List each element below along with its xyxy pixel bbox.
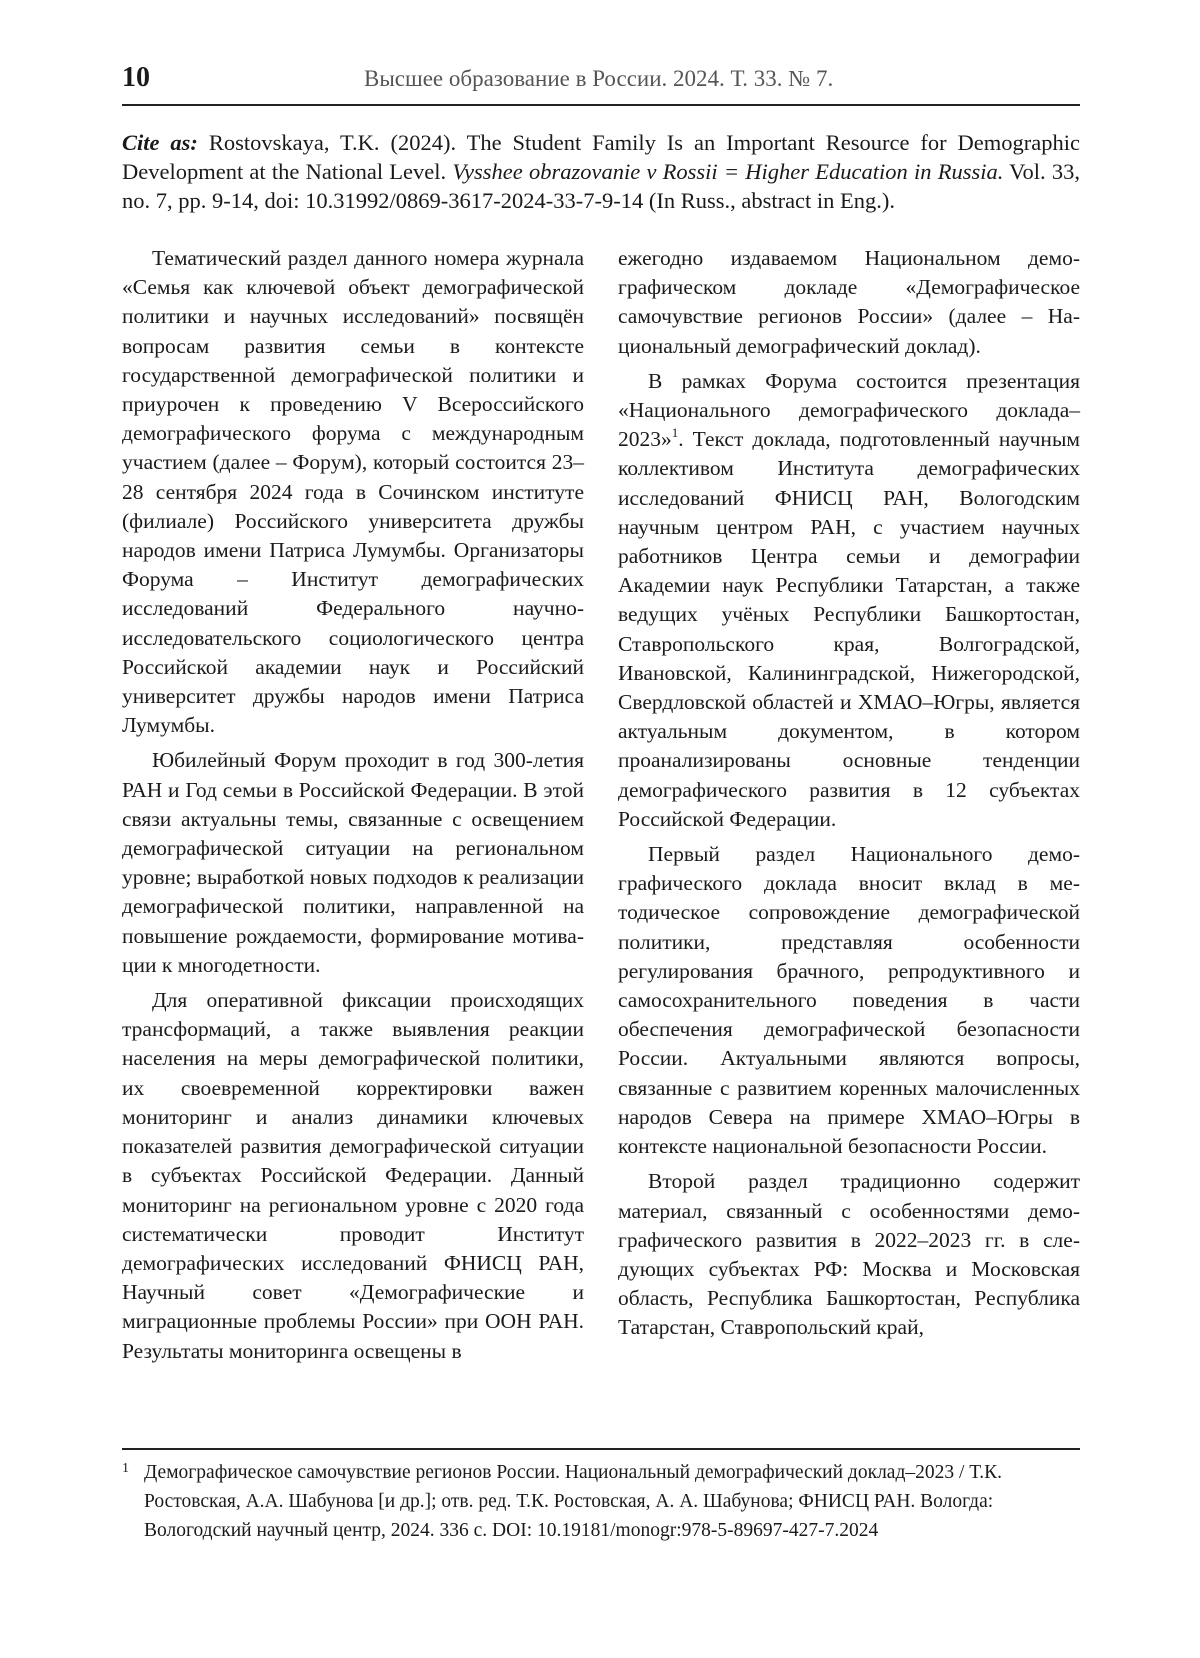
footnote-reference[interactable]: 1	[671, 425, 679, 441]
page-number: 10	[122, 62, 150, 93]
citation-block	[122, 128, 1080, 215]
body-paragraph: Тематический раздел данного номера журнала «Семья как ключевой объект демографической политики и научных исследований» посвящён вопросам развития семьи в контексте государственной демографической политики и приурочен к проведению V Всероссийского демографического форума с международным участием (далее – Форум), который состоится 23–28 сентября 2024 года в Сочинском институте (филиале) Российского университета дружбы народов имени Патриса Лумумбы. Организаторы Форума – Институт демографических исследований Федерального научно-исследовательского социологического центра Российской академии наук и Российский университет дружбы народов имени Патриса Лумумбы.	[122, 246, 584, 738]
citation-paragraph	[122, 128, 1080, 215]
paragraph-text: В рамках Форума состоится презентация «Национального демографического доклада–2023»	[618, 368, 1080, 452]
journal-running-title: Высшее образование в России. 2024. Т. 33. № 7.	[364, 66, 834, 91]
header-divider	[122, 104, 1080, 106]
footnote-mark: 1	[122, 1461, 129, 1476]
footnote-text: Демографическое самочувствие регионов России. Национальный демографический доклад–2023 / Т.К. Ростовская, А.А. Шабунова [и др.]; отв. ред. Т.К. Ростовская, А. А. Шабунова; ФНИСЦ РАН. Вологда: Вологодский научный центр, 2024. 336 с. DOI: 10.19181/monogr:978-5-89697-427-7.2024	[144, 1462, 1003, 1541]
right-column	[618, 244, 1080, 1349]
body-paragraph: Второй раздел традиционно содержит материал, связанный с особенностями демографического развития в 2022–2023 гг. в следующих субъектах РФ: Москва и Московская область, Республика Башкортостан, Республика Татарстан, Ставропольский край,	[618, 1169, 1080, 1340]
body-paragraph	[618, 367, 1080, 834]
paragraph-text: . Текст доклада, подготовленный научным коллективом Института демографических исследований ФНИСЦ РАН, Вологодским научным центром РАН, с участием научных работников Центра семьи и демографии Академии наук Республики Татарстан, а также ведущих учёных Республики Башкортостан, Ставропольского края, Волгоградской, Ивановской, Калининградской, Нижегородской, Свердловской областей и ХМАО–Югры, является актуальным документом, в котором проанализированы основные тенденции демографического развития в 12 субъектах Российской Федерации.	[618, 427, 1080, 831]
citation-authors-title: Rostovskaya, T.K. (2024). The Student Family Is an Important Resource for Demographic Development at the National Level.	[122, 130, 1081, 184]
body-paragraph: Юбилейный Форум проходит в год 300-летия РАН и Год семьи в Российской Федерации. В этой связи актуальны темы, связанные с освещением демографической ситуации на региональном уровне; выработкой новых подходов к реализации демографической политики, направленной на повышение рождаемости, формирование мотивации к многодетности.	[122, 748, 584, 977]
body-paragraph: Для оперативной фиксации происходящих трансформаций, а также выявления реакции населения на меры демографической политики, их своевременной корректировки важен мониторинг и анализ динамики ключевых показателей развития демографической ситуации в субъектах Российской Федерации. Данный мониторинг на региональном уровне с 2020 года систематически проводит Институт демографических исследований ФНИСЦ РАН, Научный совет «Демографические и миграционные проблемы России» при ООН РАН. Результаты мониторинга освещены в	[122, 988, 584, 1363]
footnote	[122, 1458, 1080, 1545]
running-header	[122, 58, 1080, 108]
body-paragraph: Первый раздел Национального демографического доклада вносит вклад в методическое сопровождение демографической политики, представляя особенности регулирования брачного, репродуктивного и самосохранительного поведения в части обеспечения демографической безопасности России. Актуальными являются вопросы, связанные с развитием коренных малочисленных народов Севера на примере ХМАО–Югры в контексте национальной безопасности России.	[618, 842, 1080, 1159]
citation-label: Cite as:	[122, 130, 198, 155]
body-paragraph-continued: ежегодно издаваемом Национальном демографическом докладе «Демографическое самочувствие регионов России» (далее – Национальный демографический доклад).	[618, 246, 1080, 358]
citation-journal: Vysshee obrazovanie v Rossii = Higher Education in Russia.	[452, 159, 1004, 184]
footnote-divider	[122, 1448, 1080, 1450]
citation-details: Vol. 33, no. 7, pp. 9-14, doi: 10.31992/0869-3617-2024-33-7-9-14 (In Russ., abstract in Eng.).	[122, 159, 1080, 213]
left-column	[122, 244, 584, 1372]
